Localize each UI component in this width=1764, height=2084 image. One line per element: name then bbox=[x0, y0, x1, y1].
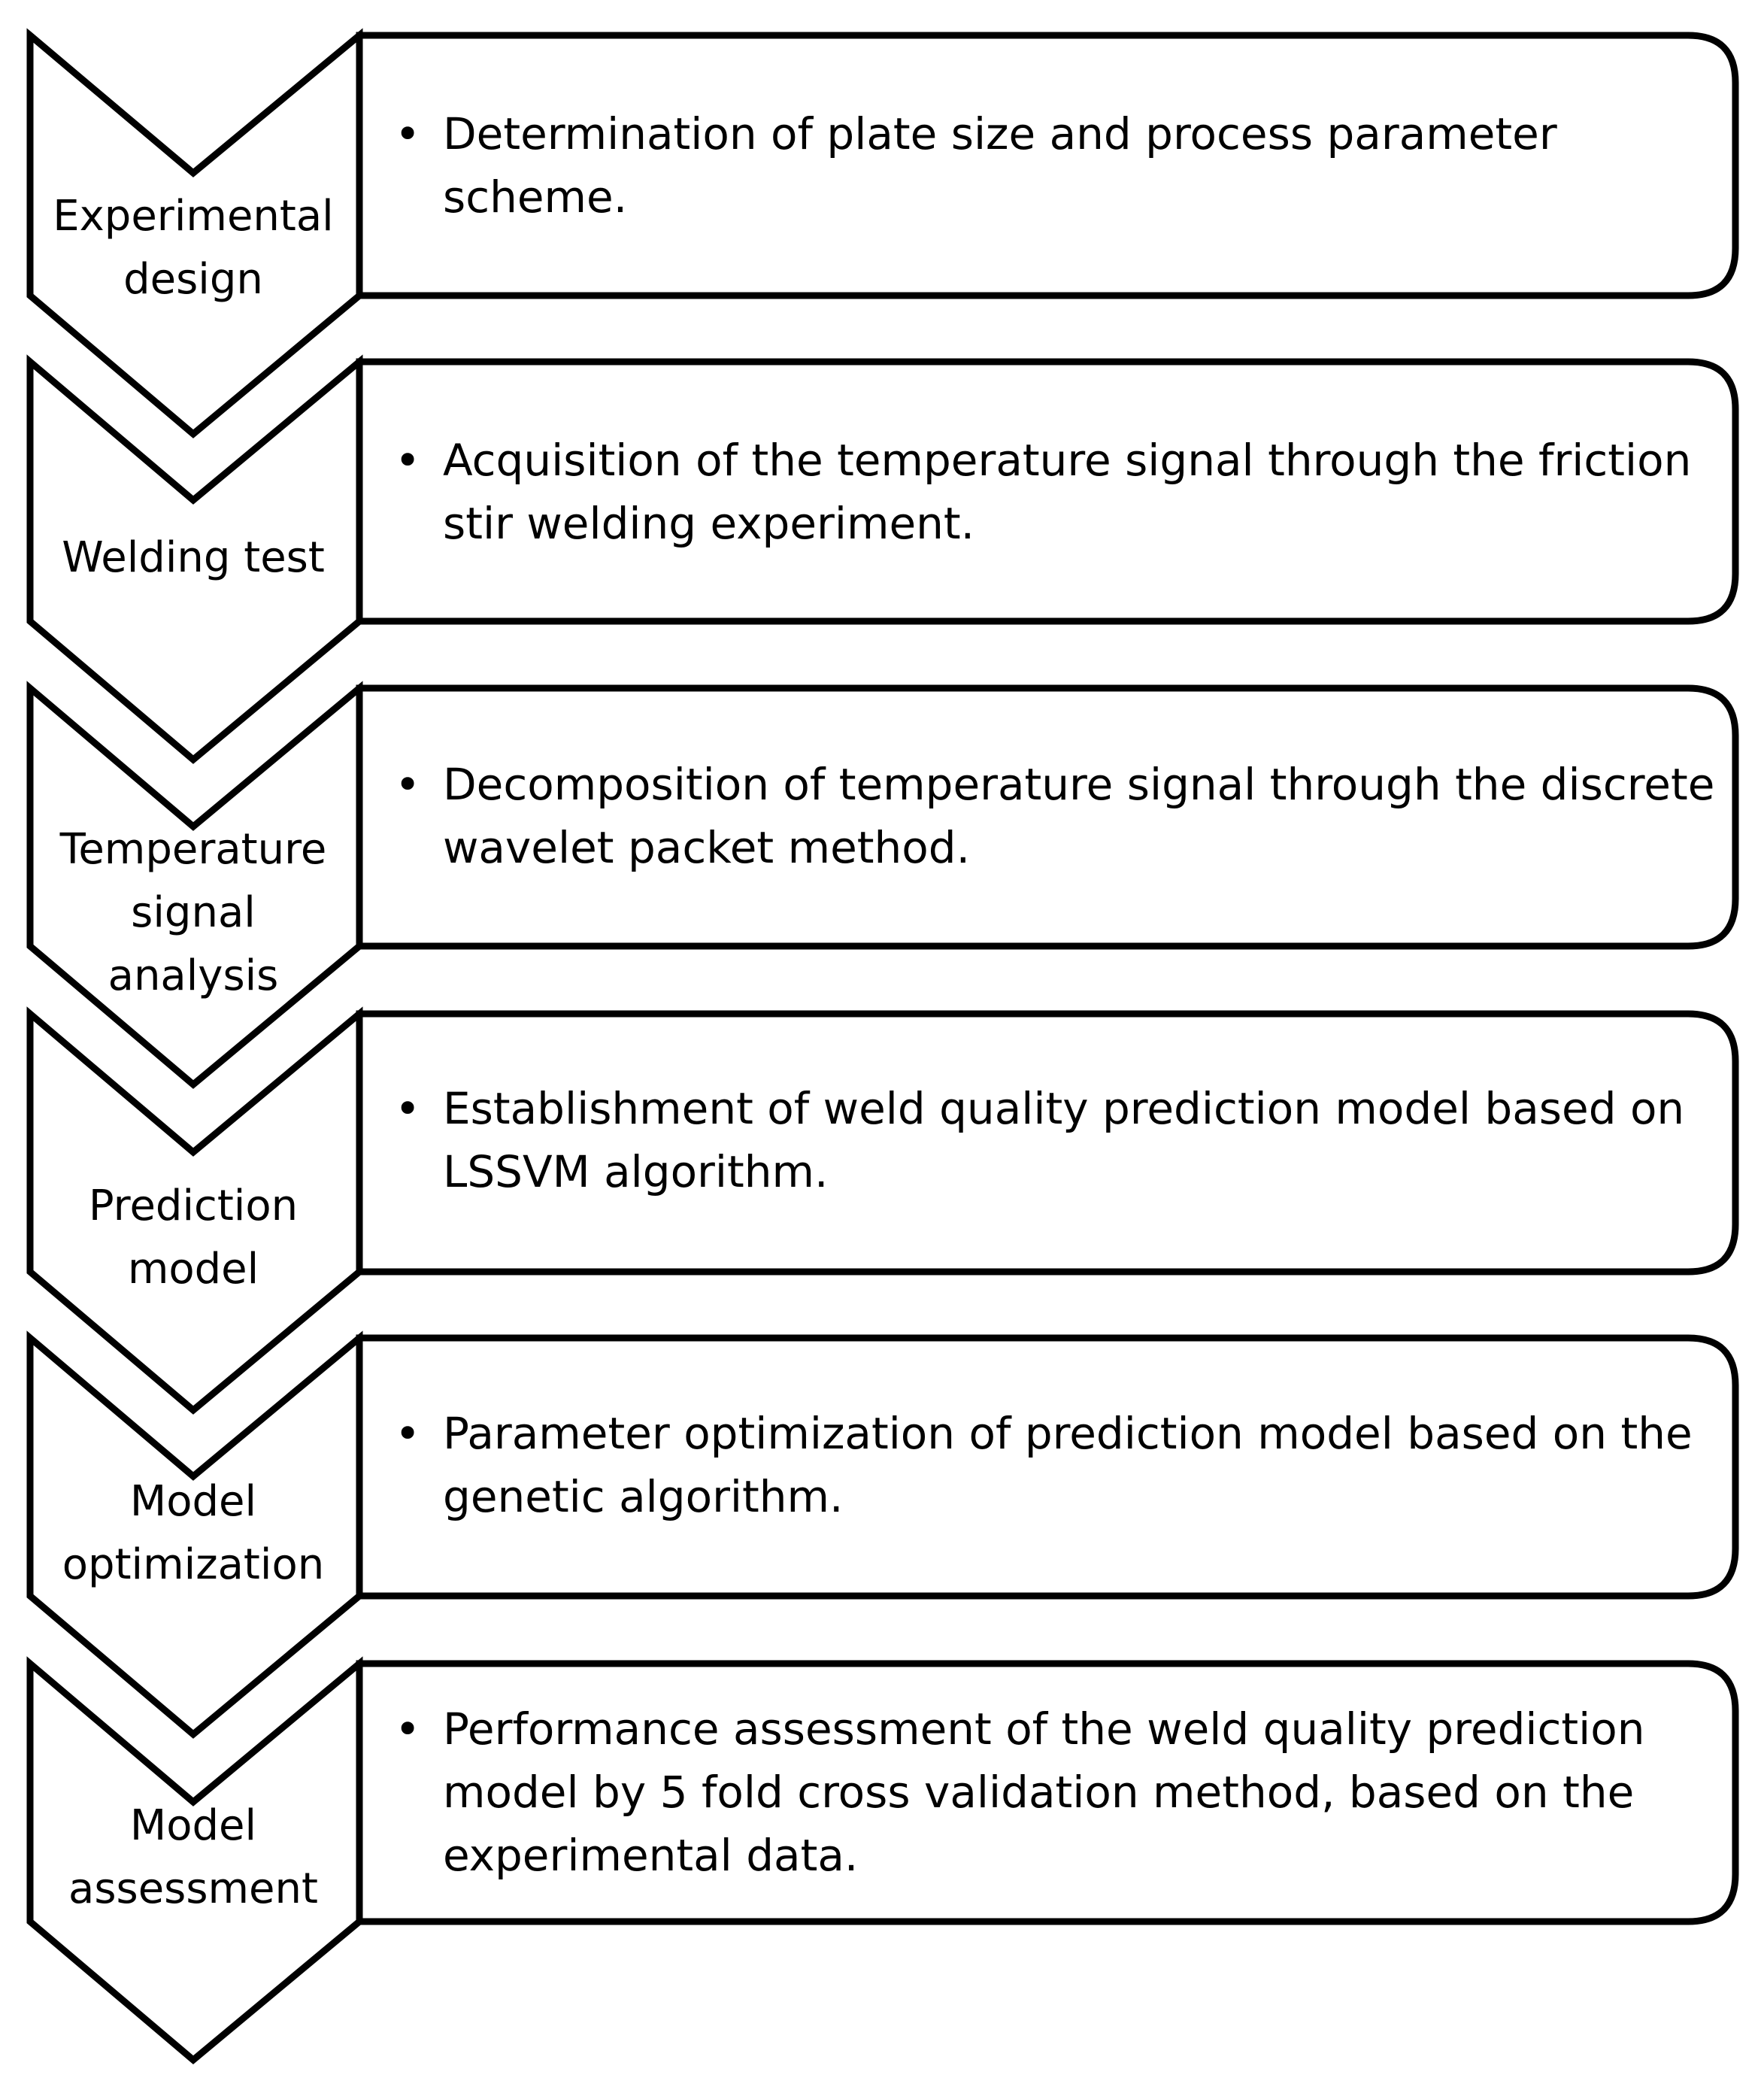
step-label-2 bbox=[23, 526, 364, 590]
step-label-line: optimization bbox=[62, 1540, 325, 1589]
step-label-line: Model bbox=[129, 1801, 257, 1850]
step-description-2 bbox=[395, 429, 1741, 555]
step-label-line: Temperature bbox=[59, 825, 327, 874]
step-label-line: model bbox=[127, 1245, 259, 1294]
step-label-line: Prediction bbox=[88, 1182, 299, 1230]
step-description-text: Performance assessment of the weld quality prediction model by 5 fold cross validation method, based on the experimental data. bbox=[443, 1703, 1645, 1881]
step-label-6 bbox=[23, 1794, 364, 1921]
step-label-5 bbox=[23, 1470, 364, 1597]
step-label-line: analysis bbox=[108, 951, 279, 1000]
step-description-text: Determination of plate size and process parameter scheme. bbox=[443, 108, 1557, 223]
bullet-marker: • bbox=[395, 108, 421, 159]
step-description-text: Establishment of weld quality prediction model based on LSSVM algorithm. bbox=[443, 1083, 1685, 1197]
bullet-marker: • bbox=[395, 759, 421, 810]
step-label-line: signal bbox=[131, 888, 256, 937]
step-description-3 bbox=[395, 753, 1741, 879]
step-description-4 bbox=[395, 1077, 1741, 1203]
bullet-marker: • bbox=[395, 1408, 421, 1459]
step-label-line: Model bbox=[129, 1477, 257, 1526]
bullet-marker: • bbox=[395, 435, 421, 486]
bullet-marker: • bbox=[395, 1083, 421, 1134]
step-label-3 bbox=[23, 818, 364, 1008]
step-label-line: assessment bbox=[68, 1864, 318, 1913]
step-description-1 bbox=[395, 102, 1741, 229]
step-description-5 bbox=[395, 1402, 1741, 1528]
bullet-marker: • bbox=[395, 1703, 421, 1755]
step-label-1 bbox=[23, 185, 364, 311]
step-description-text: Parameter optimization of prediction model based on the genetic algorithm. bbox=[443, 1408, 1693, 1522]
step-label-line: Experimental bbox=[53, 192, 334, 241]
step-description-text: Decomposition of temperature signal through the discrete wavelet packet method. bbox=[443, 759, 1715, 873]
step-label-line: Welding test bbox=[62, 533, 325, 582]
step-description-text: Acquisition of the temperature signal through the friction stir welding experiment. bbox=[443, 435, 1692, 549]
step-label-line: design bbox=[123, 255, 263, 304]
step-description-6 bbox=[395, 1697, 1741, 1887]
step-label-4 bbox=[23, 1175, 364, 1301]
